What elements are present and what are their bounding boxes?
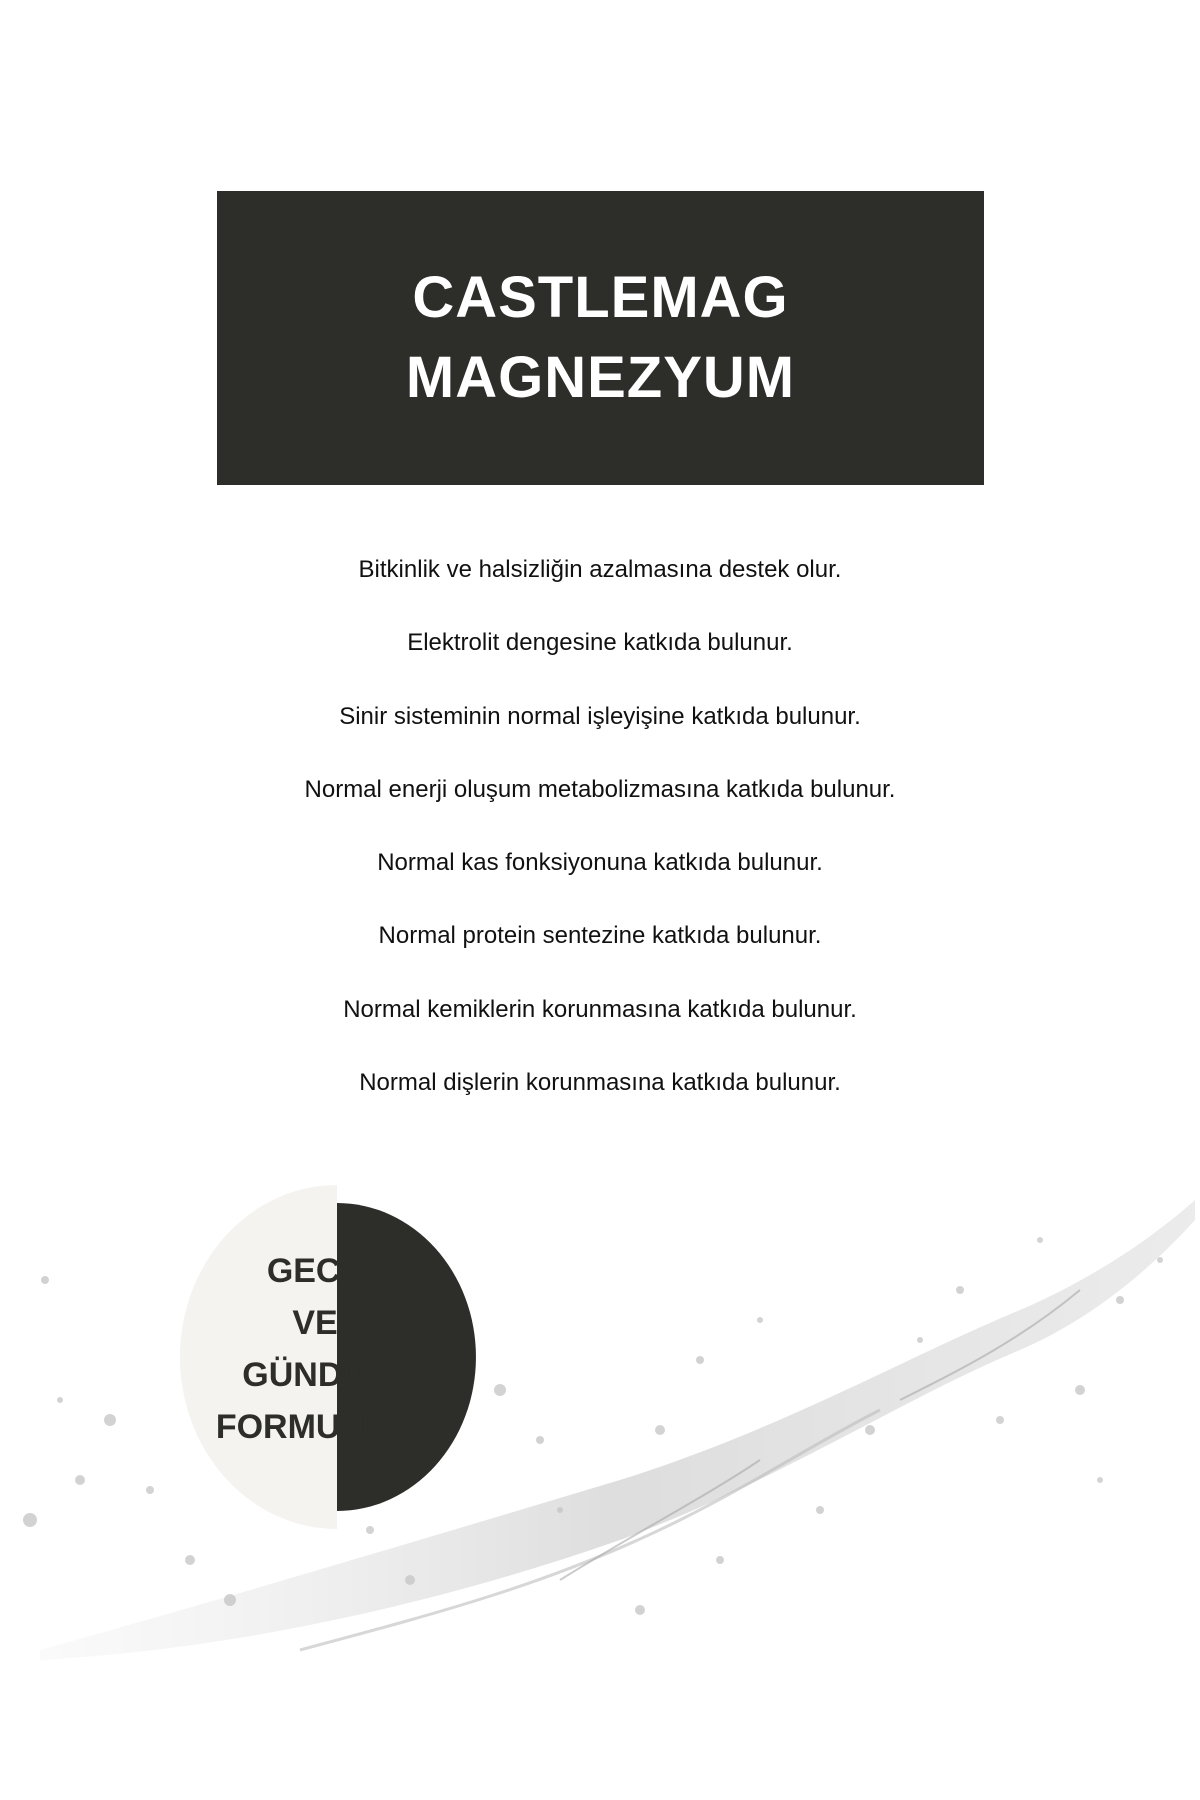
benefit-item: Normal dişlerin korunmasına katkıda bulunur. [359, 1069, 841, 1097]
badge-line-1: GECE [266, 1252, 364, 1290]
benefit-item: Normal protein sentezine katkıda bulunur. [378, 922, 822, 950]
benefit-item: Bitkinlik ve halsizliğin azalmasına destek olur. [358, 556, 842, 583]
badge-line-4: FORMUNDA [215, 1408, 415, 1446]
title-line-1: CASTLEMAG [412, 265, 789, 330]
benefit-item: Normal kemiklerin korunmasına katkıda bulunur. [343, 995, 857, 1023]
title-line-2: MAGNEZYUM [405, 345, 796, 410]
title-banner [217, 191, 984, 485]
benefit-item: Sinir sisteminin normal işleyişine katkıda bulunur. [339, 702, 861, 730]
benefit-item: Elektrolit dengesine katkıda bulunur. [407, 629, 793, 657]
badge-text [165, 1245, 465, 1453]
benefit-item: Normal kas fonksiyonuna katkıda bulunur. [377, 849, 823, 877]
benefits-list [0, 555, 1200, 1141]
badge-line-2: VE [292, 1304, 338, 1342]
badge-line-3: GÜNDÜZ [242, 1356, 388, 1394]
benefit-item: Normal enerji oluşum metabolizmasına katkıda bulunur. [304, 775, 896, 803]
